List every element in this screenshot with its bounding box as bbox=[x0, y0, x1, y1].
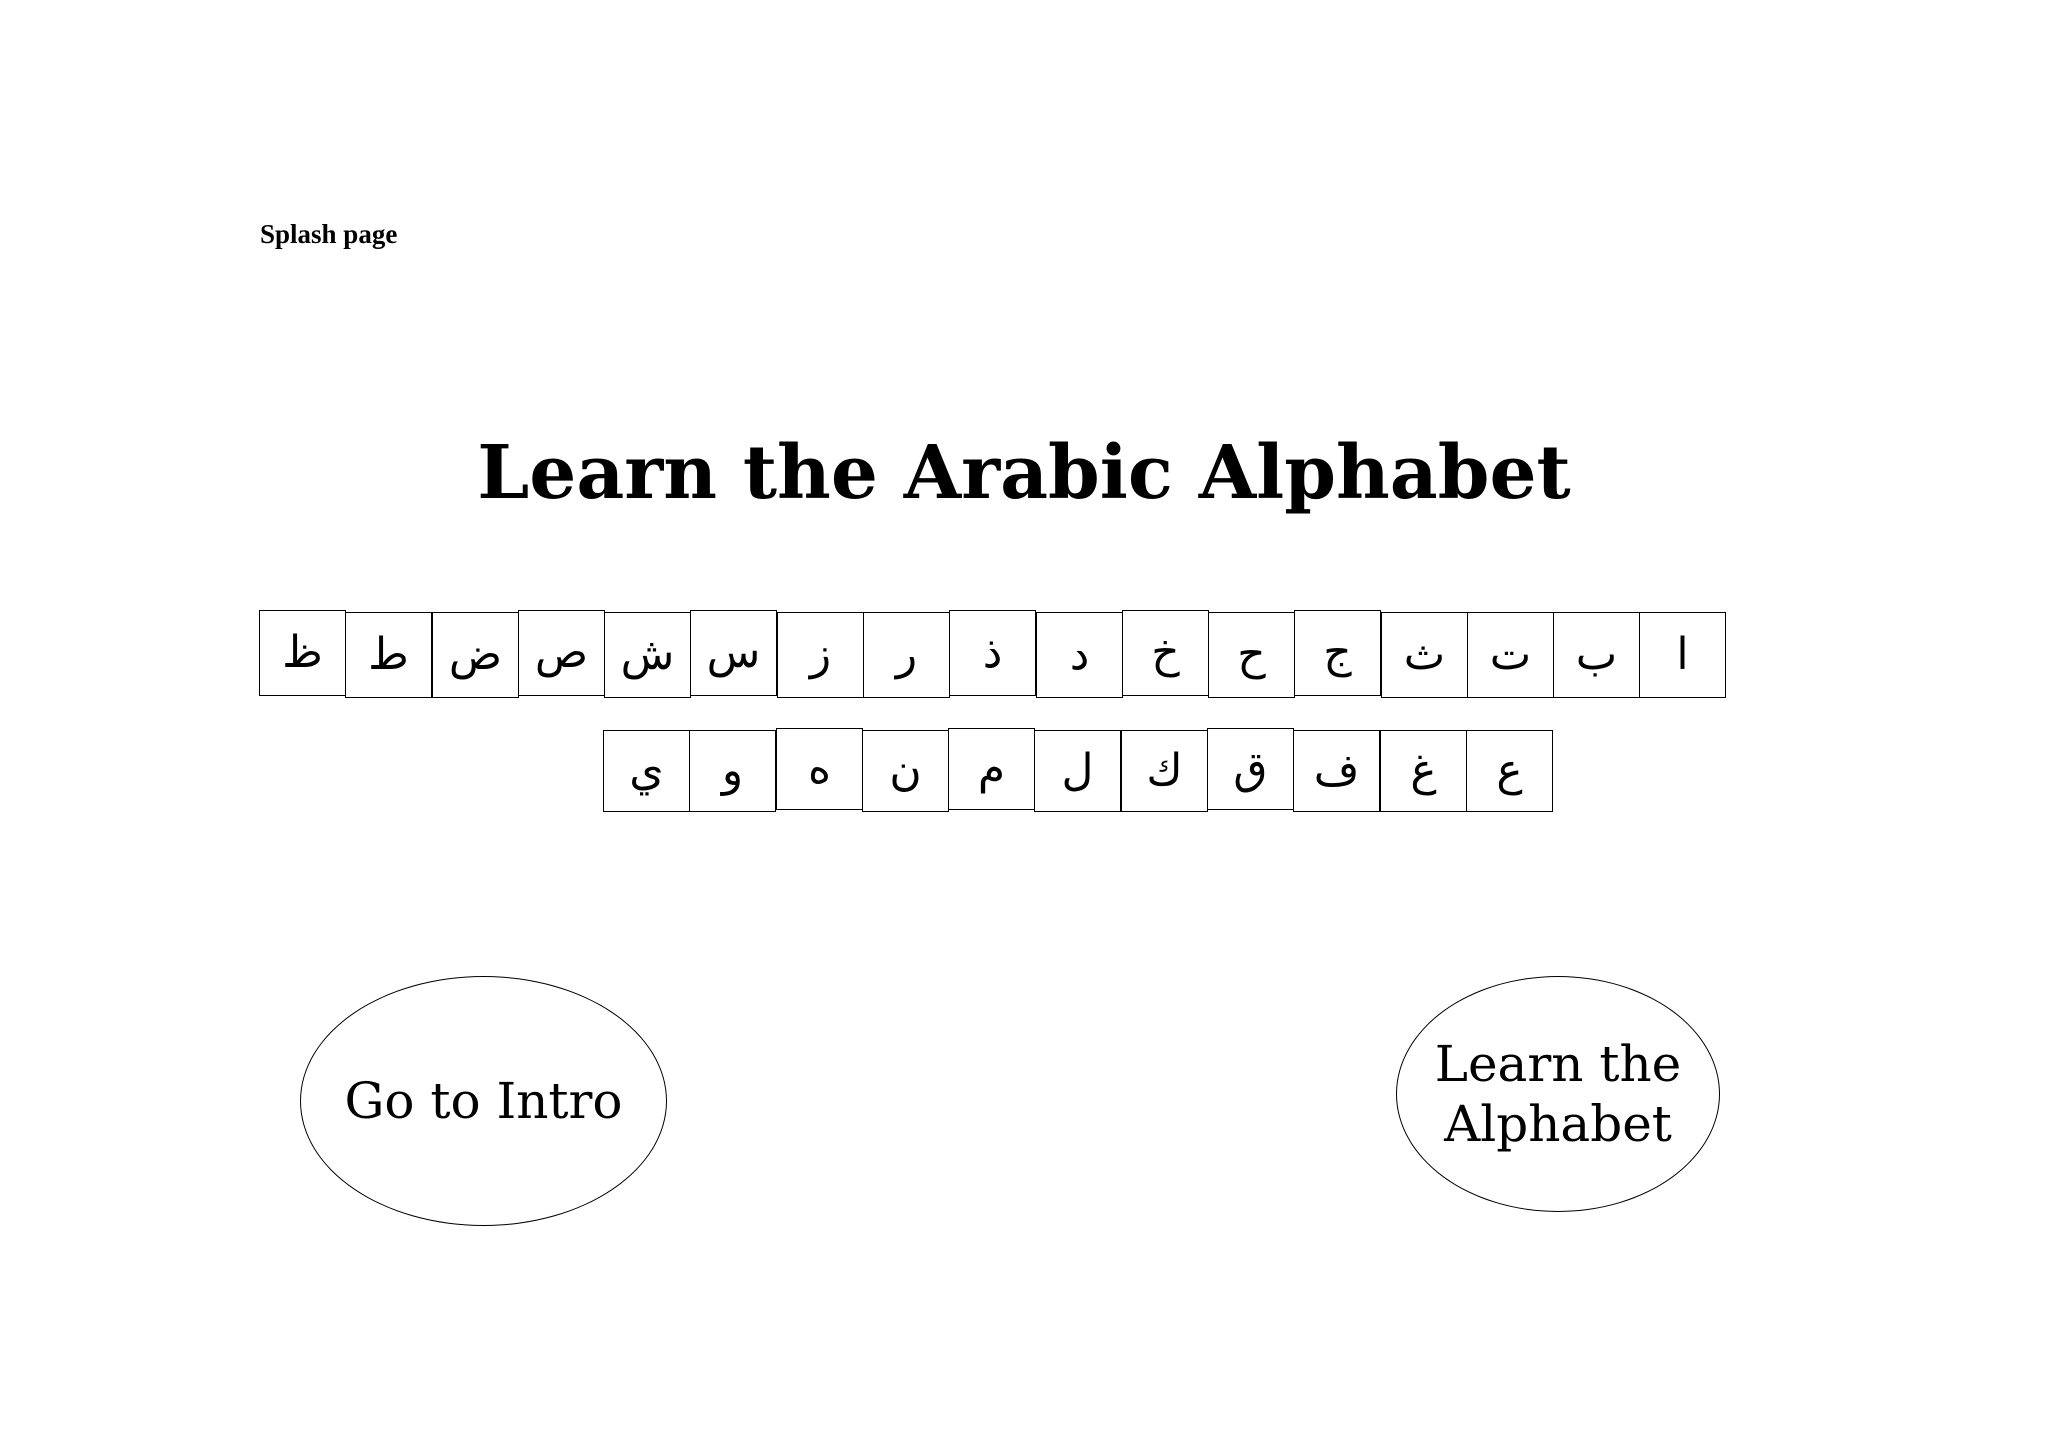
letter-tile[interactable] bbox=[432, 612, 519, 698]
page-title: Learn the Arabic Alphabet bbox=[477, 430, 1571, 516]
letter-glyph: ا bbox=[1676, 629, 1689, 680]
learn-alphabet-button[interactable] bbox=[1396, 976, 1720, 1212]
letter-tile[interactable] bbox=[604, 612, 691, 698]
letter-glyph: خ bbox=[1151, 627, 1180, 678]
letter-glyph: ت bbox=[1489, 629, 1532, 680]
letter-tile[interactable] bbox=[690, 610, 777, 696]
letter-glyph: ض bbox=[448, 629, 503, 680]
page-label: Splash page bbox=[260, 219, 398, 249]
letter-glyph: ه bbox=[807, 743, 832, 794]
letter-tile[interactable] bbox=[1207, 728, 1294, 810]
letter-glyph: ع bbox=[1496, 745, 1523, 796]
letter-tile[interactable] bbox=[948, 728, 1035, 810]
letter-glyph: ف bbox=[1313, 745, 1360, 796]
letter-glyph: ق bbox=[1233, 743, 1268, 794]
letter-glyph: ط bbox=[368, 629, 409, 680]
letter-glyph: ح bbox=[1237, 629, 1266, 680]
letter-glyph: ظ bbox=[282, 627, 323, 678]
letter-glyph: ج bbox=[1323, 627, 1352, 678]
letter-glyph: ك bbox=[1146, 745, 1183, 796]
letter-tile[interactable] bbox=[1293, 730, 1380, 812]
letter-tile[interactable] bbox=[259, 610, 346, 696]
letter-tile[interactable] bbox=[603, 730, 690, 812]
letter-glyph: س bbox=[706, 627, 761, 678]
letter-tile[interactable] bbox=[863, 612, 950, 698]
letter-tile[interactable] bbox=[862, 730, 949, 812]
letter-tile[interactable] bbox=[345, 612, 432, 698]
letter-tile[interactable] bbox=[1553, 612, 1640, 698]
letter-glyph: غ bbox=[1410, 745, 1437, 796]
letter-tile[interactable] bbox=[1121, 730, 1208, 812]
letter-tile[interactable] bbox=[1294, 610, 1381, 696]
letter-tile[interactable] bbox=[1380, 730, 1467, 812]
letter-tile[interactable] bbox=[949, 610, 1036, 696]
letter-tile[interactable] bbox=[1034, 730, 1121, 812]
letter-tile[interactable] bbox=[777, 612, 864, 698]
letter-glyph: ص bbox=[534, 627, 589, 678]
letter-tile[interactable] bbox=[1036, 612, 1123, 698]
letter-glyph: ز bbox=[809, 629, 832, 680]
go-to-intro-label: Go to Intro bbox=[344, 1072, 623, 1130]
letter-tile[interactable] bbox=[1381, 612, 1468, 698]
letter-tile[interactable] bbox=[1122, 610, 1209, 696]
letter-glyph: ر bbox=[895, 629, 918, 680]
letter-glyph: ن bbox=[889, 745, 922, 796]
letter-glyph: ش bbox=[620, 629, 675, 680]
letter-tile[interactable] bbox=[518, 610, 605, 696]
letter-tile[interactable] bbox=[689, 730, 776, 812]
letter-glyph: ب bbox=[1575, 629, 1618, 680]
letter-glyph: ي bbox=[629, 745, 664, 796]
letter-glyph: د bbox=[1069, 629, 1090, 680]
letter-tile[interactable] bbox=[1208, 612, 1295, 698]
learn-alphabet-label: Learn the Alphabet bbox=[1434, 1035, 1682, 1153]
letter-glyph: و bbox=[721, 745, 744, 796]
letter-tile[interactable] bbox=[1466, 730, 1553, 812]
letter-glyph: م bbox=[977, 743, 1006, 794]
letter-tile[interactable] bbox=[1639, 612, 1726, 698]
go-to-intro-button[interactable] bbox=[300, 976, 667, 1226]
letter-glyph: ل bbox=[1061, 745, 1094, 796]
letter-glyph: ذ bbox=[982, 627, 1003, 678]
letter-glyph: ث bbox=[1403, 629, 1446, 680]
letter-tile[interactable] bbox=[776, 728, 863, 810]
letter-tile[interactable] bbox=[1467, 612, 1554, 698]
